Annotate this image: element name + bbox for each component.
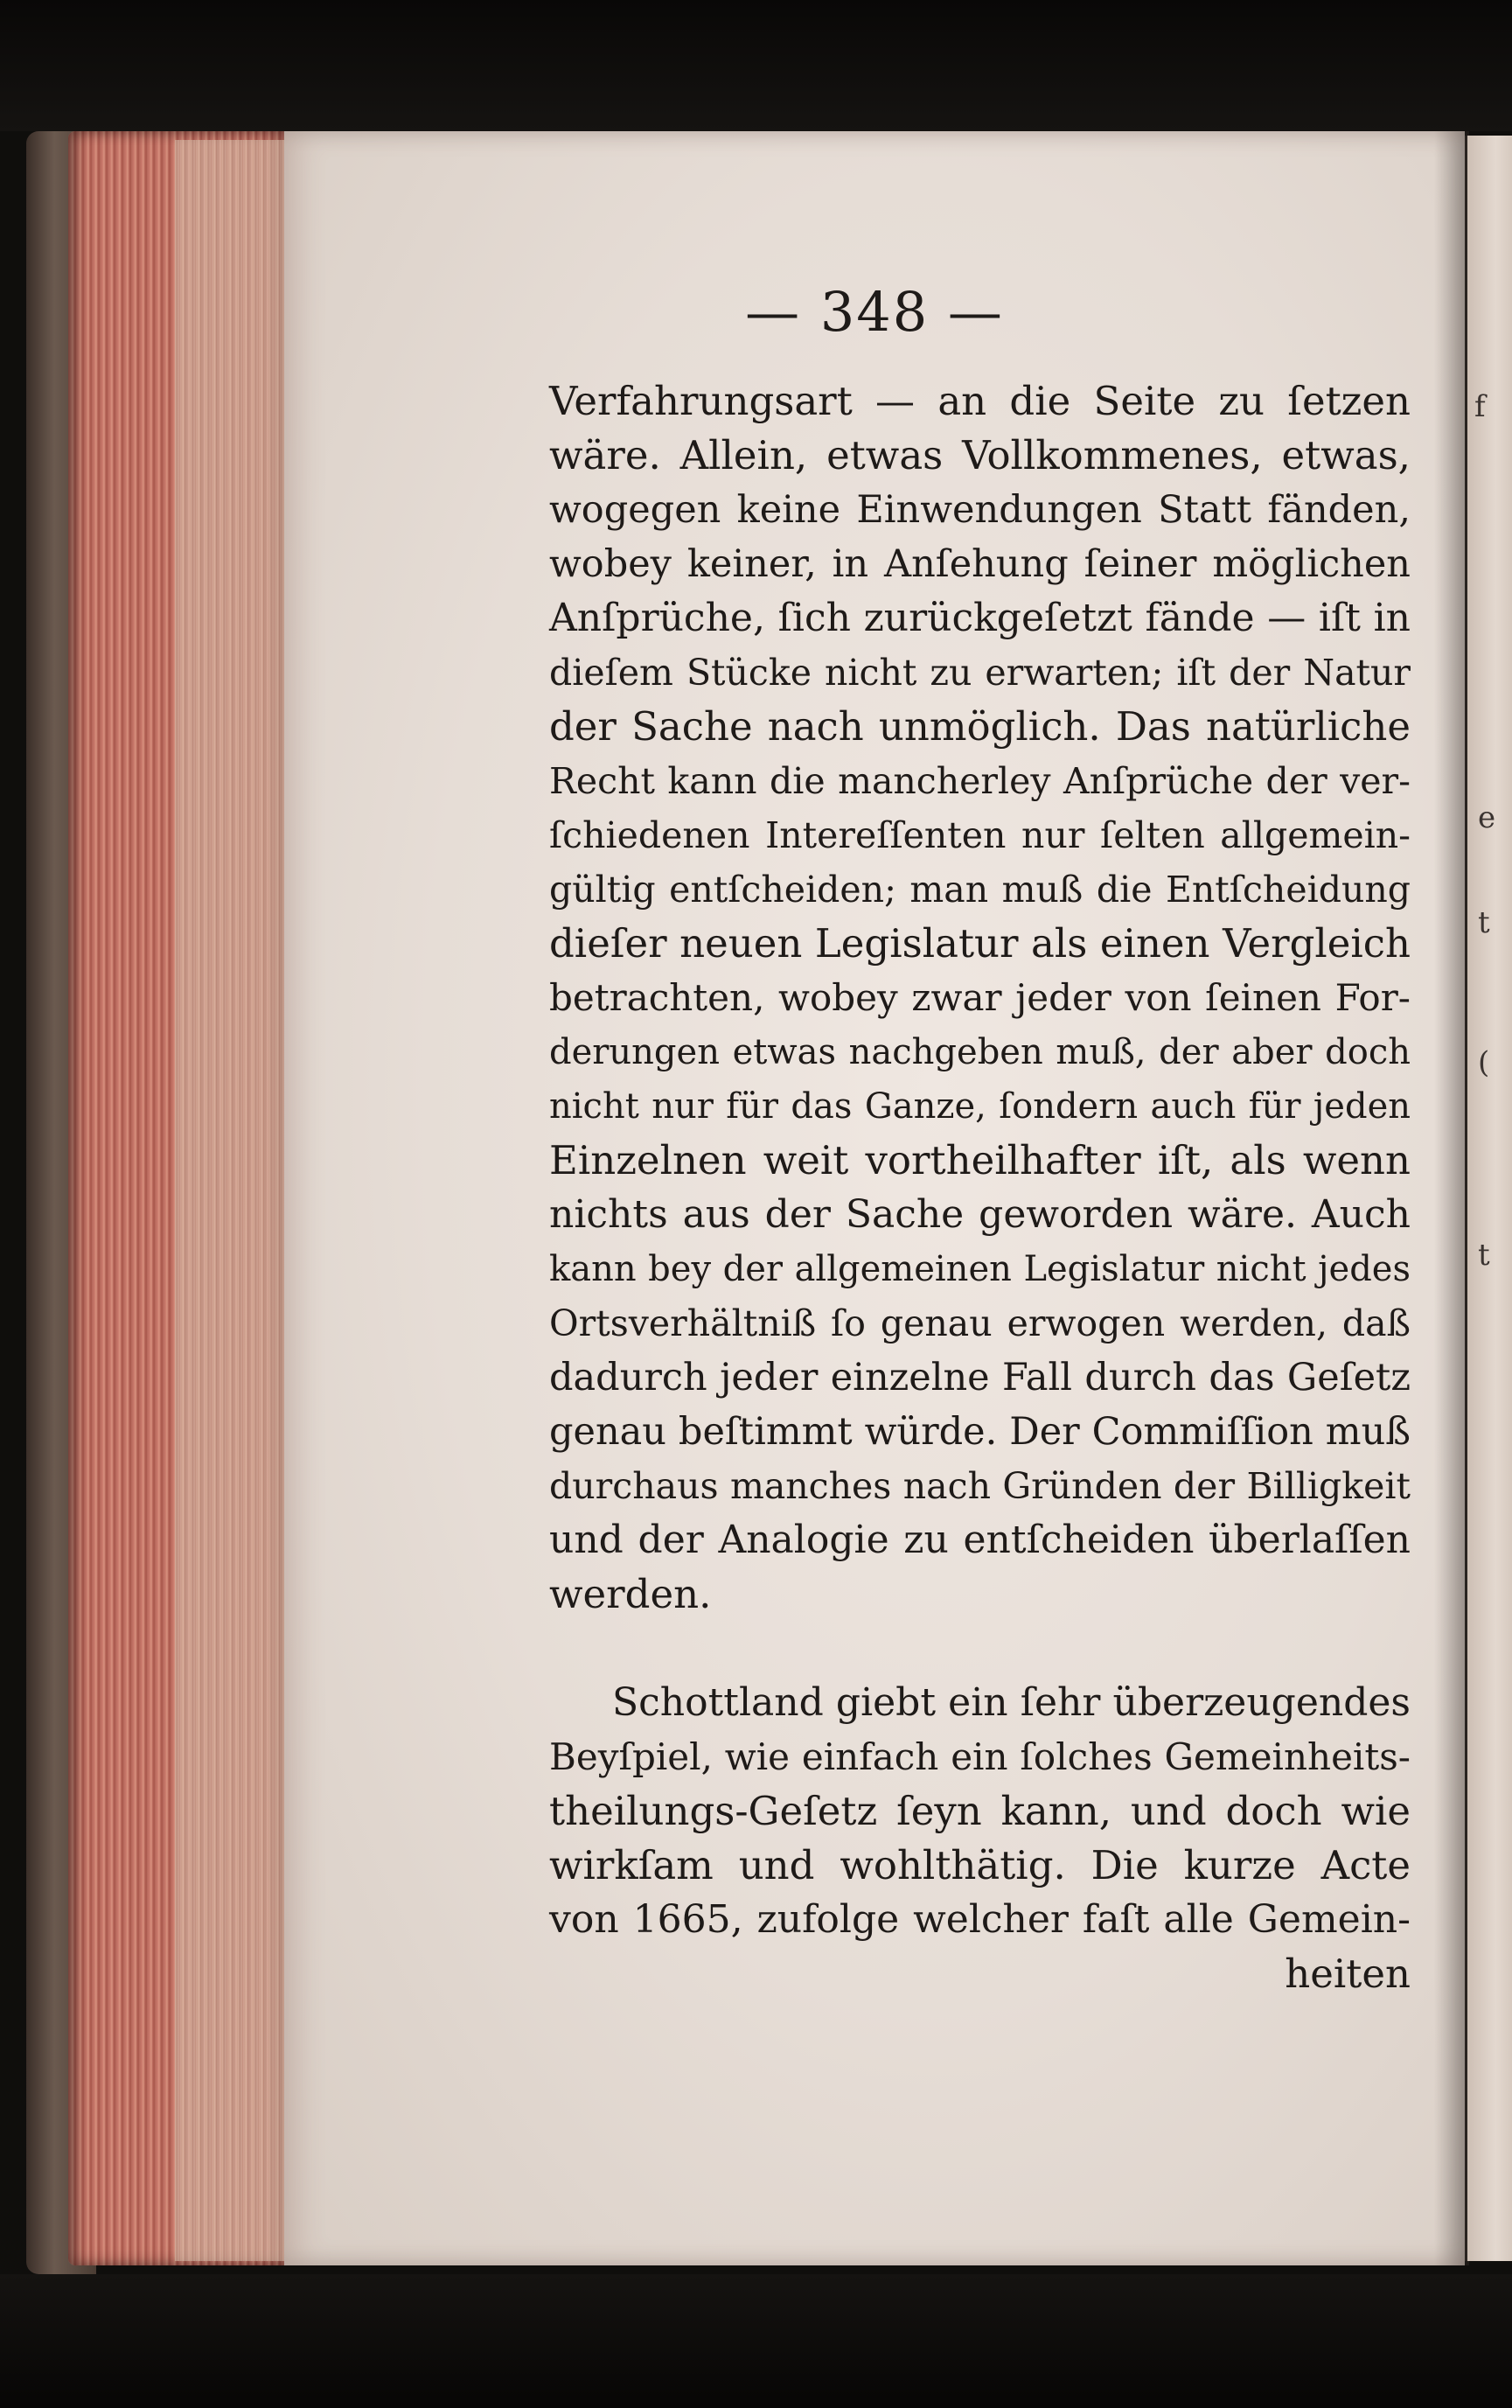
text-line: dieſer neuen Legislatur als einen Vergleich	[549, 920, 1411, 967]
adjacent-page-fragment: e	[1478, 800, 1496, 835]
text-line: der Sache nach unmöglich. Das natürliche	[549, 703, 1411, 750]
text-line: wogegen keine Einwendungen Statt fänden,	[549, 488, 1411, 532]
text-line: werden.	[549, 1571, 712, 1617]
backdrop-top	[0, 0, 1512, 131]
paragraph	[549, 374, 1411, 1622]
text-line: betrachten, wobey zwar jeder von ſeinen For-	[549, 976, 1411, 1019]
paragraph	[549, 1676, 1411, 1947]
page-body	[549, 374, 1411, 2001]
text-line: ſchiedenen Intereſſenten nur ſelten allgemein-	[549, 814, 1411, 856]
backdrop-bottom	[0, 2274, 1512, 2408]
text-line: und der Analogie zu entſcheiden überlaſſen	[549, 1518, 1411, 1562]
text-line: Recht kann die mancherley Anſprüche der ver-	[549, 760, 1411, 802]
text-line: kann bey der allgemeinen Legislatur nicht jedes	[549, 1249, 1411, 1289]
text-line: Beyſpiel, wie einfach ein ſolches Gemeinheits-	[549, 1735, 1411, 1778]
text-line: genau beſtimmt würde. Der Commiſſion muß	[549, 1410, 1411, 1454]
text-line: von 1665, zufolge welcher faſt alle Gemein-	[549, 1897, 1411, 1942]
page-edges-highlight	[175, 140, 284, 2261]
adjacent-page-fragment: f	[1474, 389, 1486, 424]
text-line: nichts aus der Sache geworden wäre. Auch	[549, 1192, 1411, 1237]
text-line: Anſprüche, ſich zurückgeſetzt fände — iſt in	[549, 596, 1411, 640]
text-line: theilungs-Geſetz ſeyn kann, und doch wie	[549, 1788, 1411, 1834]
text-line: derungen etwas nachgeben muß, der aber doch	[549, 1032, 1411, 1072]
text-line: Verfahrungsart — an die Seite zu ſetzen	[549, 378, 1411, 424]
adjacent-page	[1465, 136, 1512, 2261]
adjacent-page-fragment: (	[1478, 1045, 1490, 1080]
text-line: wobey keiner, in Anſehung ſeiner möglichen	[549, 542, 1411, 586]
text-line: Einzelnen weit vortheilhafter iſt, als wenn	[549, 1137, 1411, 1183]
text-line: Ortsverhältniß ſo genau erwogen werden, daß	[549, 1302, 1411, 1344]
gutter-shadow	[1434, 131, 1469, 2265]
text-line: durchaus manches nach Gründen der Billigkeit	[549, 1465, 1411, 1507]
text-line: dieſem Stücke nicht zu erwarten; iſt der Natur	[549, 652, 1411, 694]
text-line: dadurch jeder einzelne Fall durch das Geſetz	[549, 1356, 1411, 1399]
text-line: gültig entſcheiden; man muß die Entſcheidung	[549, 869, 1411, 911]
adjacent-page-fragment: t	[1478, 905, 1490, 940]
catchword: heiten	[1285, 1951, 1411, 1997]
text-line: Schottland giebt ein ſehr überzeugendes	[612, 1680, 1411, 1725]
page-number: — 348 —	[745, 280, 1004, 344]
adjacent-page-fragment: t	[1478, 1238, 1490, 1273]
text-line: wirkſam und wohlthätig. Die kurze Acte	[549, 1842, 1411, 1888]
paragraph-gap	[549, 1622, 1411, 1676]
text-line: wäre. Allein, etwas Vollkommenes, etwas,	[549, 432, 1411, 478]
text-line: nicht nur für das Ganze, ſondern auch für jeden	[549, 1086, 1411, 1127]
